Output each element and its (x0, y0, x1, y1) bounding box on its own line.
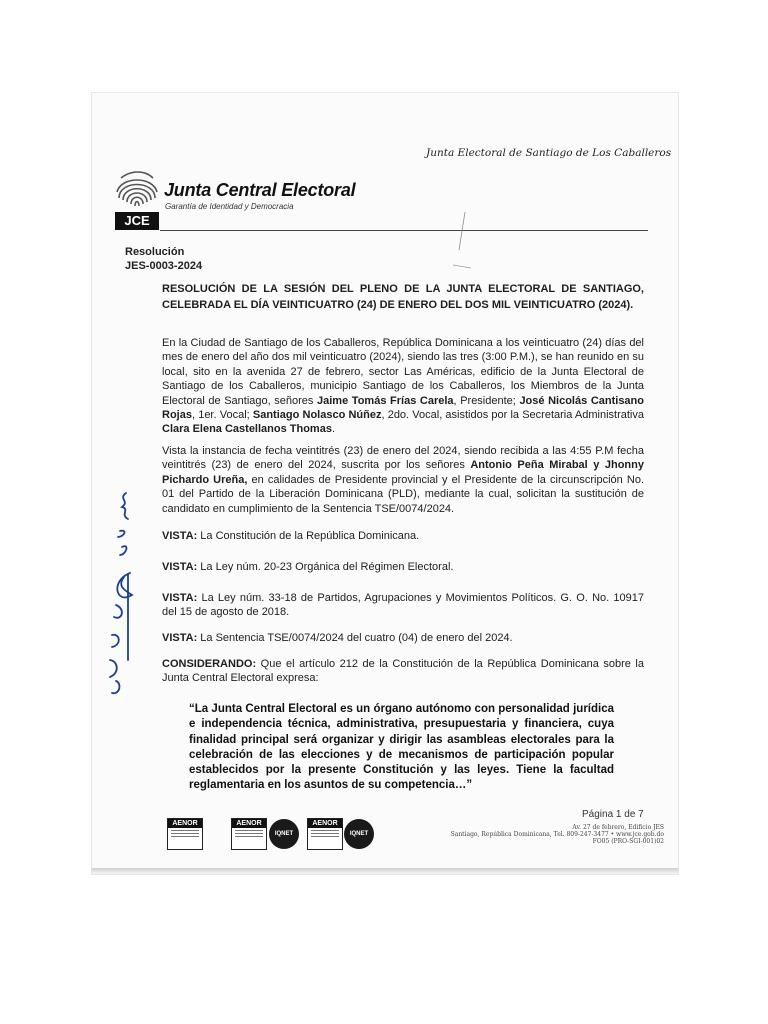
iqnet-seal-1: IQNET (269, 819, 299, 849)
opening-paragraph (162, 336, 644, 437)
resolution-block (125, 245, 202, 273)
president-name: Jaime Tomás Frías Carela (317, 394, 454, 407)
footer-form-code: FO05 (PRO-SGI-001)02 (592, 838, 664, 845)
vista-label: VISTA: (162, 592, 198, 604)
org-name: Junta Central Electoral (164, 180, 356, 200)
vista-text: La Sentencia TSE/0074/2024 del cuatro (04) de enero del 2024. (197, 632, 513, 644)
text-span: Vista la instancia de fecha veintitrés (23) de enero del 2024, siendo recibida a las 4:55 P.M fecha veintitrés (23) de enero del 2024, suscrita por los señores (162, 445, 644, 472)
vista-instance-paragraph (162, 444, 644, 516)
header-rule (160, 230, 648, 231)
vista-2 (162, 560, 644, 574)
vista-label: VISTA: (162, 530, 198, 542)
footer-address-1: Av. 27 de febrero, Edificio JES (572, 824, 664, 831)
logo-abbrev: JCE (124, 213, 150, 228)
considerando-1 (162, 657, 644, 686)
vocal2-name: Santiago Nolasco Núñez (252, 409, 382, 422)
vista-text: La Constitución de la República Dominicana. (197, 530, 420, 542)
vocal1-name: José Nicolás Cantisano Rojas (162, 394, 644, 422)
cert-label: AENOR (232, 819, 266, 828)
applicant-names: Antonio Peña Mirabal y Jhonny Pichardo Ureña, (162, 459, 644, 486)
text-span: . (331, 423, 336, 436)
vista-label: VISTA: (162, 632, 198, 644)
vista-text: La Ley núm. 33-18 de Partidos, Agrupaciones y Movimientos Políticos. G. O. No. 10917 del 15 de agosto de 2018. (162, 592, 644, 619)
text-span: , 2do. Vocal, asistidos por la Secretaria Administrativa (381, 409, 644, 422)
vista-4 (162, 631, 644, 645)
text-span: en calidades de Presidente provincial y el Presidente de la circunscripción No. 01 del Partido de la Liberación Dominicana (PLD), mediante la cual, solicitan la sustitución de candidato en cumplimiento de la Sentencia TSE/0074/2024. (162, 473, 644, 515)
resolution-label: Resolución (125, 246, 185, 258)
text-span: , 1er. Vocal; (191, 409, 253, 422)
aenor-cert-2 (231, 818, 267, 850)
office-header: Junta Electoral de Santiago de Los Caballeros (426, 147, 672, 159)
iqnet-seal-2: IQNET (344, 819, 374, 849)
text-span: En la Ciudad de Santiago de los Caballeros, República Dominicana a los veinticuatro (24) días del mes de enero del año dos mil veinticuatro (2024), siendo las tres (3:00 P.M.), se han reunido en su local, sito en la avenida 27 de febrero, sector Las Américas, edificio de la Junta Electoral de Santiago de los Caballeros, municipio Santiago de los Caballeros, los Miembros de la Junta Electoral de Santiago, señores (162, 337, 644, 407)
considerando-text: Que el artículo 212 de la Constitución de la República Dominicana sobre la Junta Central Electoral expresa: (162, 658, 644, 685)
resolution-number: JES-0003-2024 (125, 260, 203, 272)
pen-mark (445, 210, 475, 270)
handwritten-initials (100, 485, 144, 700)
aenor-cert-1 (167, 818, 203, 850)
footer-address-2: Santiago, República Dominicana, Tel. 809-247-3477 • www.jce.gob.do (450, 831, 664, 838)
constitution-quote: “La Junta Central Electoral es un órgano autónomo con personalidad jurídica e independencia técnica, administrativa, presupuestaria y financiera, cuya finalidad principal será organizar y dirigir las asambleas electorales para la celebración de las elecciones y de mecanismos de participación popular establecidos por la presente Constitución y las leyes. Tiene la facultad reglamentaria en los asuntos de su competencia…” (189, 703, 614, 792)
vista-1 (162, 529, 644, 543)
cert-label: AENOR (308, 819, 342, 828)
considerando-label: CONSIDERANDO: (162, 658, 257, 670)
text-span: , Presidente; (453, 394, 520, 407)
vista-label: VISTA: (162, 561, 198, 573)
secretary-name: Clara Elena Castellanos Thomas (162, 423, 332, 436)
cert-label: AENOR (168, 819, 202, 828)
aenor-cert-3 (307, 818, 343, 850)
org-tagline: Garantía de Identidad y Democracia (165, 202, 294, 211)
vista-3 (162, 591, 644, 620)
page-edge-shadow (92, 868, 678, 874)
page-number: Página 1 de 7 (582, 809, 644, 820)
vista-text: La Ley núm. 20-23 Orgánica del Régimen Electoral. (197, 561, 454, 573)
resolution-title: RESOLUCIÓN DE LA SESIÓN DEL PLENO DE LA JUNTA ELECTORAL DE SANTIAGO, CELEBRADA EL DÍA VEINTICUATRO (24) DE ENERO DEL DOS MIL VEINTICUATRO (2024). (162, 283, 644, 311)
